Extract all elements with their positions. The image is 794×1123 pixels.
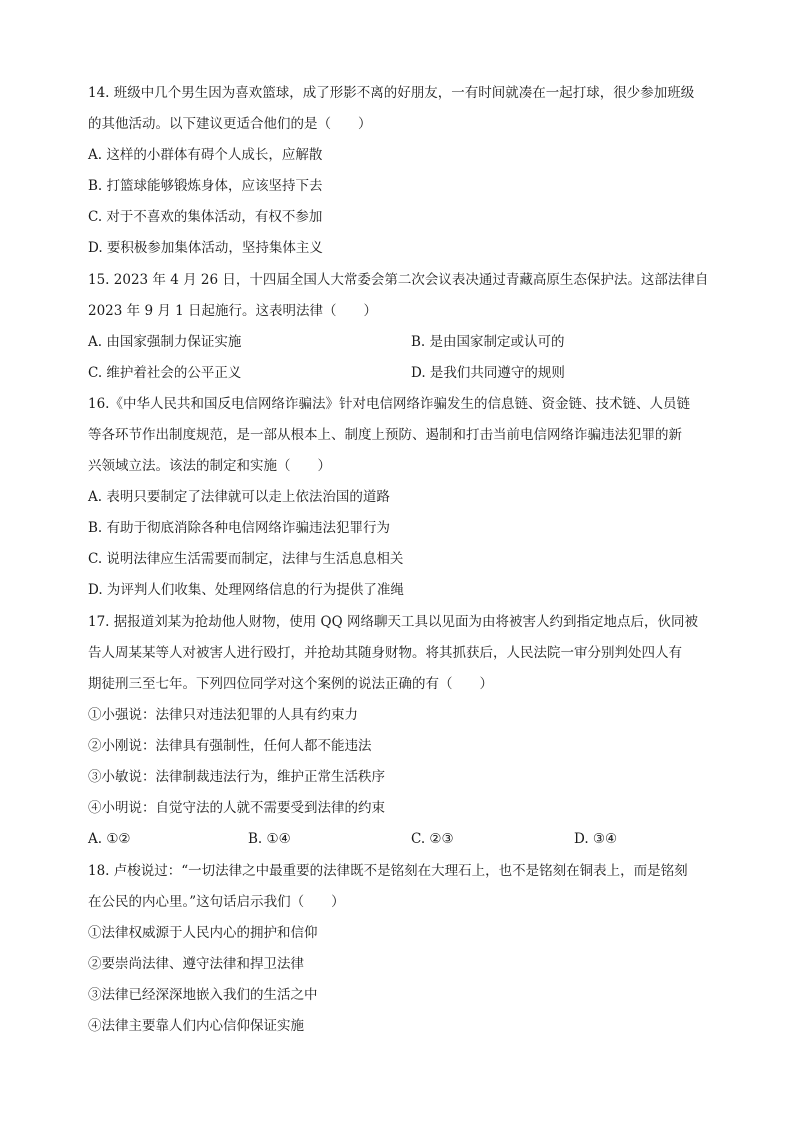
question-stem-line: 18. 卢梭说过：“一切法律之中最重要的法律既不是铭刻在大理石上，也不是铭刻在铜表上，而是铭刻 <box>88 863 688 879</box>
option-a: A. 这样的小群体有碍个人成长，应解散 <box>88 147 323 163</box>
question-stem-line: 17. 据报道刘某为抢劫他人财物，使用 QQ 网络聊天工具以见面为由将被害人约到指定地点后，伙同被 <box>88 614 698 630</box>
statement-1: ①法律权威源于人民内心的拥护和信仰 <box>88 925 318 941</box>
question-stem-line: 2023 年 9 月 1 日起施行。这表明法律（ ） <box>88 303 377 319</box>
statement-4: ④小明说：自觉守法的人就不需要受到法律的约束 <box>88 800 385 816</box>
option-c: C. 对于不喜欢的集体活动，有权不参加 <box>88 209 323 225</box>
option-a: A. 表明只要制定了法律就可以走上依法治国的道路 <box>88 489 390 505</box>
option-b: B. 是由国家制定或认可的 <box>411 334 565 350</box>
statement-2: ②小刚说：法律具有强制性，任何人都不能违法 <box>88 738 372 754</box>
option-c: C. 说明法律应生活需要而制定，法律与生活息息相关 <box>88 551 404 567</box>
option-c: C. 维护着社会的公平正义 <box>88 365 242 381</box>
option-d: D. 要积极参加集体活动，坚持集体主义 <box>88 240 323 256</box>
question-stem-line: 在公民的内心里。”这句话启示我们（ ） <box>88 894 345 910</box>
option-b: B. 有助于彻底消除各种电信网络诈骗违法犯罪行为 <box>88 520 391 536</box>
option-b: B. 打篮球能够锻炼身体，应该坚持下去 <box>88 178 323 194</box>
question-stem-line: 的其他活动。以下建议更适合他们的是（ ） <box>88 116 372 132</box>
statement-1: ①小强说：法律只对违法犯罪的人具有约束力 <box>88 707 358 723</box>
question-stem-line: 15. 2023 年 4 月 26 日，十四届全国人大常委会第二次会议表决通过青藏高原生态保护法。这部法律自 <box>88 272 709 288</box>
question-stem-line: 兴领域立法。该法的制定和实施（ ） <box>88 458 331 474</box>
statement-4: ④法律主要靠人们内心信仰保证实施 <box>88 1018 304 1034</box>
option-d: D. ③④ <box>574 831 618 847</box>
statement-3: ③小敏说：法律制裁违法行为，维护正常生活秩序 <box>88 769 385 785</box>
option-d: D. 是我们共同遵守的规则 <box>411 365 565 381</box>
option-a: A. 由国家强制力保证实施 <box>88 334 242 350</box>
option-d: D. 为评判人们收集、处理网络信息的行为提供了准绳 <box>88 582 404 598</box>
question-stem-line: 14. 班级中几个男生因为喜欢篮球，成了形影不离的好朋友，一有时间就凑在一起打球，很少参加班级 <box>88 85 695 101</box>
question-stem-line: 期徒刑三至七年。下列四位同学对这个案例的说法正确的有（ ） <box>88 676 493 692</box>
option-c: C. ②③ <box>411 831 454 847</box>
question-stem-line: 等各环节作出制度规范，是一部从根本上、制度上预防、遏制和打击当前电信网络诈骗违法犯罪的新 <box>88 427 682 443</box>
question-stem-line: 16.《中华人民共和国反电信网络诈骗法》针对电信网络诈骗发生的信息链、资金链、技术链、人员链 <box>88 396 690 412</box>
option-b: B. ①④ <box>248 831 291 847</box>
statement-3: ③法律已经深深地嵌入我们的生活之中 <box>88 987 318 1003</box>
question-stem-line: 告人周某某等人对被害人进行殴打，并抢劫其随身财物。将其抓获后，人民法院一审分别判处四人有 <box>88 645 682 661</box>
option-a: A. ①② <box>88 831 131 847</box>
statement-2: ②要崇尚法律、遵守法律和捍卫法律 <box>88 956 304 972</box>
